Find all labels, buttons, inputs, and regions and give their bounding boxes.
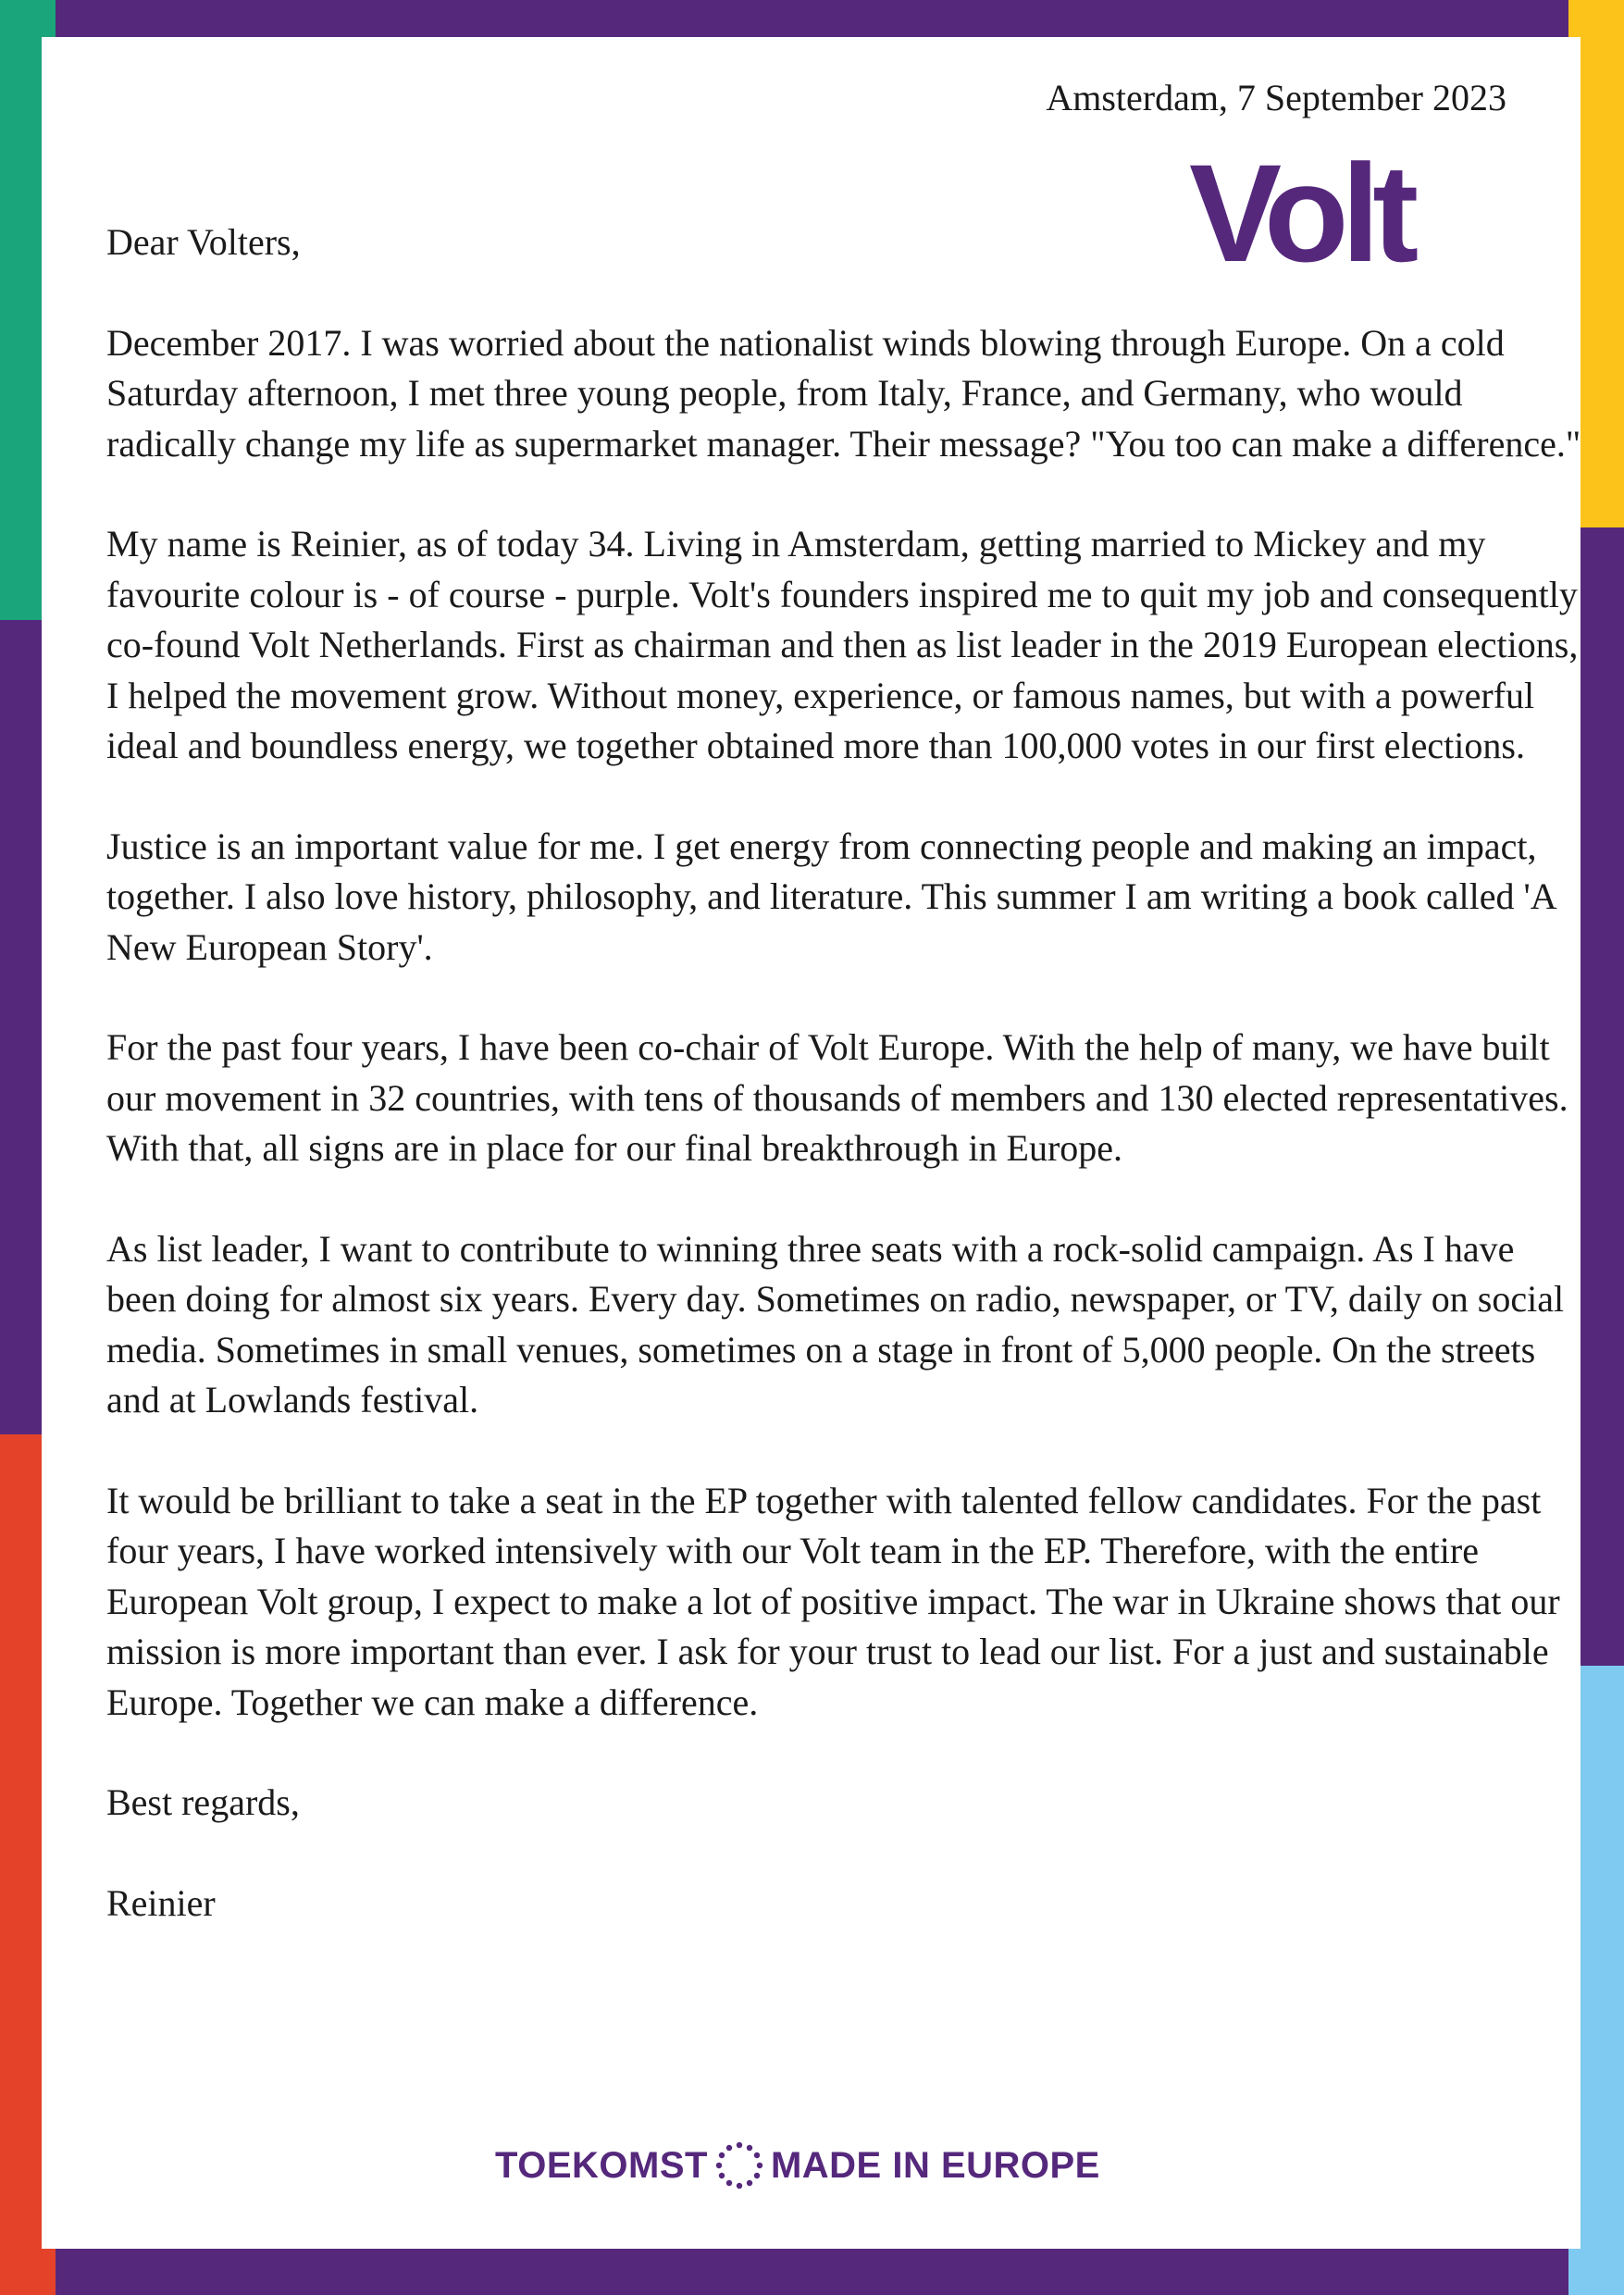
slogan-right: MADE IN EUROPE	[770, 2144, 1100, 2186]
letter-paragraph: My name is Reinier, as of today 34. Living in Amsterdam, getting married to Mickey and my favourite colour is - of course - purple. Volt's founders inspired me to quit my job and consequently co-found Volt Netherlands. First as chairman and then as list leader in the 2019 European elections, I helped the movement grow. Without money, experience, or famous names, but with a powerful ideal and boundless energy, we together obtained more than 100,000 votes in our first elections.	[106, 523, 1579, 766]
volt-logo-text: Volt	[1189, 157, 1412, 278]
letter-signature: Reinier	[106, 1881, 216, 1924]
letter-salutation: Dear Volters,	[106, 221, 301, 263]
letter-paragraph: Justice is an important value for me. I get energy from connecting people and making an impact, together. I also love history, philosophy, and literature. This summer I am writing a book called 'A New European Story'.	[106, 825, 1556, 968]
letter-closing: Best regards,	[106, 1781, 300, 1823]
letter-body	[106, 217, 1587, 1979]
letter-paragraph: As list leader, I want to contribute to winning three seats with a rock-solid campaign. As I have been doing for almost six years. Every day. Sometimes on radio, newspaper, or TV, daily on social media. Sometimes in small venues, sometimes on a stage in front of 5,000 people. On the streets and at Lowlands festival.	[106, 1227, 1565, 1420]
footer-slogan	[495, 2138, 1100, 2193]
slogan-left: TOEKOMST	[495, 2144, 708, 2186]
letter-page	[42, 37, 1581, 2249]
letter-paragraph: December 2017. I was worried about the nationalist winds blowing through Europe. On a cold Saturday afternoon, I met three young people, from Italy, France, and Germany, who would radically change my life as supermarket manager. Their message? "You too can make a difference."	[106, 321, 1581, 465]
letter-date: Amsterdam, 7 September 2023	[1046, 77, 1506, 118]
letter-paragraph: For the past four years, I have been co-chair of Volt Europe. With the help of many, we have built our movement in 32 countries, with tens of thousands of members and 130 elected representatives. With that, all signs are in place for our final breakthrough in Europe.	[106, 1026, 1568, 1169]
eu-stars-icon	[712, 2138, 767, 2193]
letter-paragraph: It would be brilliant to take a seat in the EP together with talented fellow candidates. For the past four years, I have worked intensively with our Volt team in the EP. Therefore, with the entire European Volt group, I expect to make a lot of positive impact. The war in Ukraine shows that our mission is more important than ever. I ask for your trust to lead our list. For a just and sustainable Europe. Together we can make a difference.	[106, 1479, 1560, 1723]
